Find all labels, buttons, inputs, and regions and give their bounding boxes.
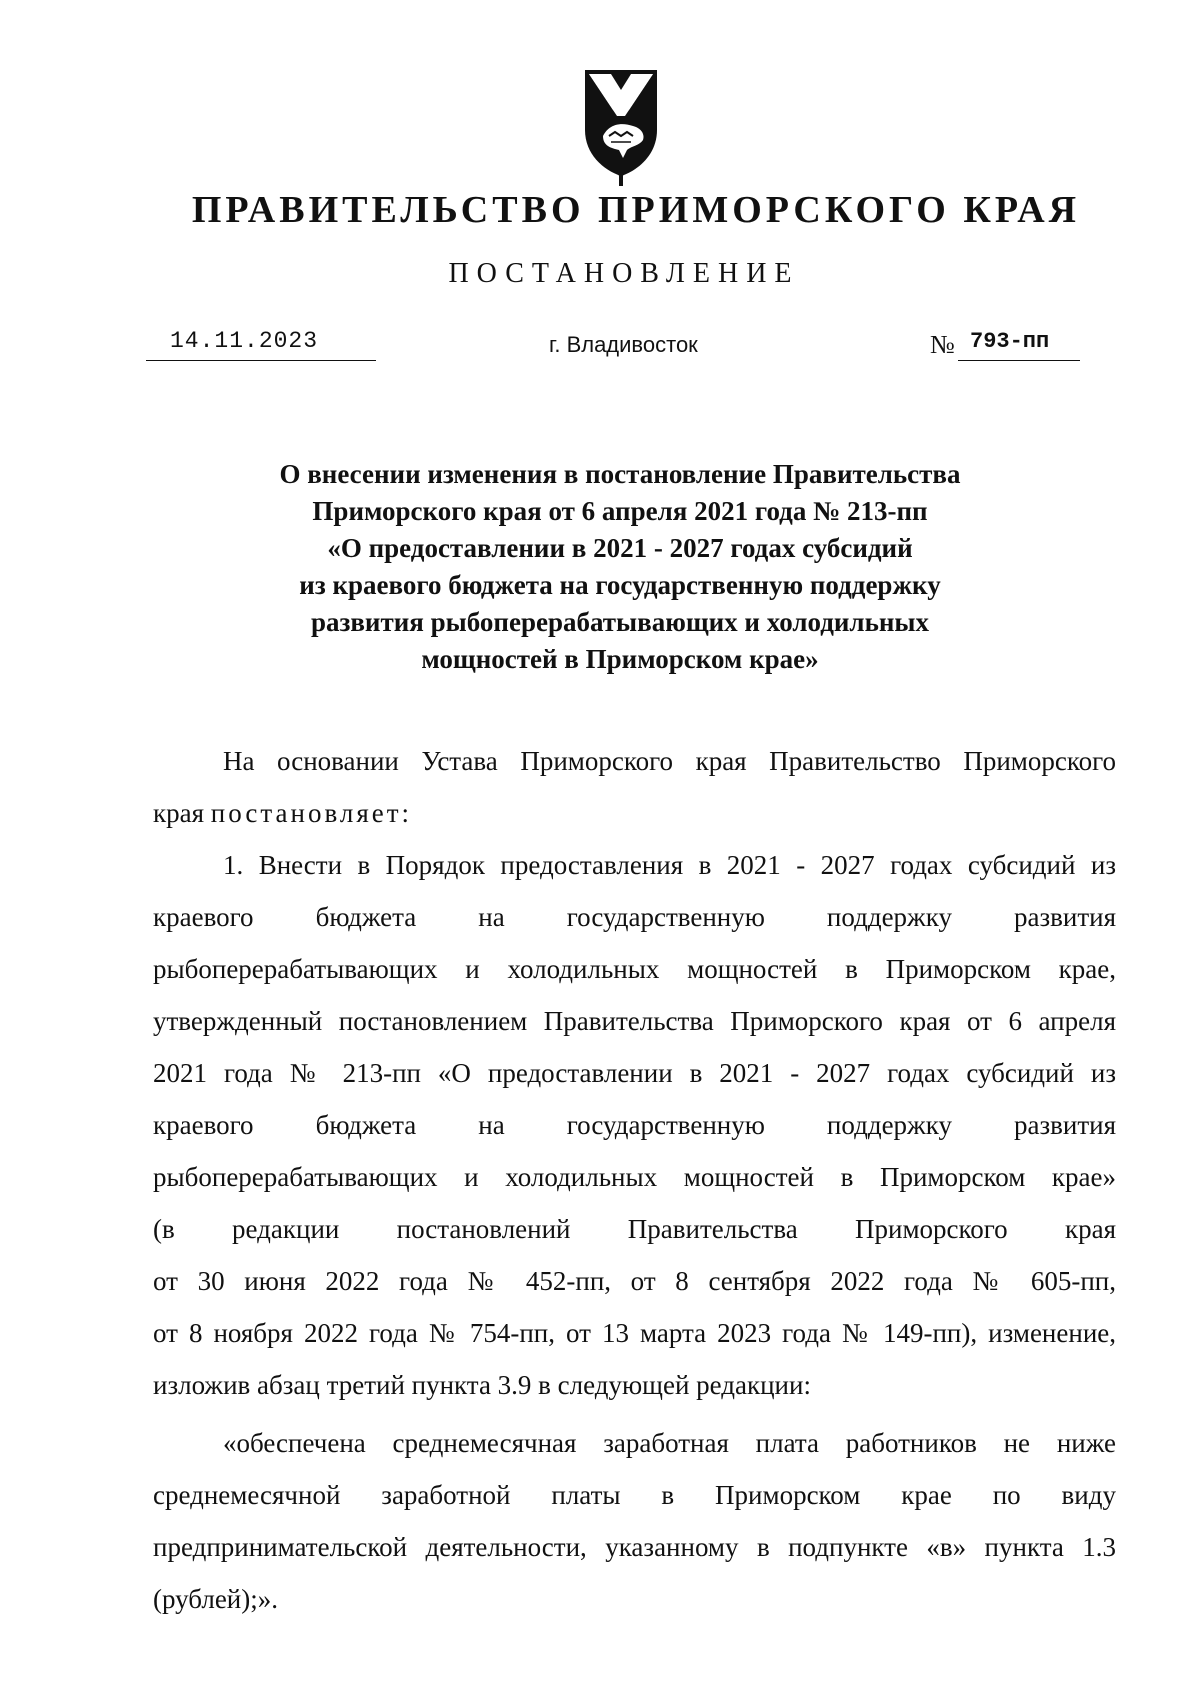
paragraph-line: от 30 июня 2022 года № 452-пп, от 8 сентября 2022 года № 605-пп, <box>153 1266 1116 1296</box>
paragraph-line: краевого бюджета на государственную поддержку развития <box>153 1110 1116 1140</box>
subject-line: развития рыбоперерабатывающих и холодильных <box>310 607 929 637</box>
document-body <box>153 735 1116 1625</box>
decree-verb: постановляет: <box>210 798 413 828</box>
document-number: 793-пп <box>970 329 1050 354</box>
paragraph-line: утвержденный постановлением Правительства Приморского края от 6 апреля <box>153 1006 1116 1036</box>
paragraph-line: 2021 года № 213-пп «О предоставлении в 2021 - 2027 годах субсидий из <box>153 1058 1116 1088</box>
paragraph-line <box>153 787 1116 839</box>
subject-line: О внесении изменения в постановление Правительства <box>279 459 961 489</box>
number-field <box>958 328 1080 361</box>
coat-of-arms-emblem <box>581 66 661 186</box>
paragraph-line: рыбоперерабатывающих и холодильных мощностей в Приморском крае» <box>153 1162 1116 1192</box>
paragraph-line: (в редакции постановлений Правительства Приморского края <box>153 1214 1116 1244</box>
paragraph-line: предпринимательской деятельности, указанному в подпункте «в» пункта 1.3 <box>153 1532 1116 1562</box>
document-meta-row <box>0 328 1200 368</box>
paragraph-line: рыбоперерабатывающих и холодильных мощностей в Приморском крае, <box>153 954 1116 984</box>
date-field <box>146 328 376 361</box>
document-subject <box>200 456 1040 678</box>
paragraph-line: среднемесячной заработной платы в Приморском крае по виду <box>153 1480 1116 1510</box>
document-city: г. Владивосток <box>549 332 698 357</box>
number-sign: № <box>930 330 955 359</box>
paragraph-line: На основании Устава Приморского края Правительство Приморского <box>223 746 1116 776</box>
document-type: ПОСТАНОВЛЕНИЕ <box>448 258 800 289</box>
paragraph-line: (рублей);». <box>153 1584 278 1614</box>
paragraph-line: «обеспечена среднемесячная заработная плата работников не ниже <box>223 1428 1116 1458</box>
document-date: 14.11.2023 <box>170 328 319 354</box>
government-title: ПРАВИТЕЛЬСТВО ПРИМОРСКОГО КРАЯ <box>191 189 1081 231</box>
paragraph-line: изложив абзац третий пункта 3.9 в следующей редакции: <box>153 1370 811 1400</box>
subject-line: из краевого бюджета на государственную поддержку <box>299 570 941 600</box>
paragraph-line: краевого бюджета на государственную поддержку развития <box>153 902 1116 932</box>
subject-line: Приморского края от 6 апреля 2021 года № 213-пп <box>312 496 928 526</box>
subject-line: мощностей в Приморском крае» <box>421 644 819 674</box>
paragraph-line: 1. Внести в Порядок предоставления в 2021 - 2027 годах субсидий из <box>223 850 1116 880</box>
paragraph-line: от 8 ноября 2022 года № 754-пп, от 13 марта 2023 года № 149-пп), изменение, <box>153 1318 1116 1348</box>
subject-line: «О предоставлении в 2021 - 2027 годах субсидий <box>327 533 913 563</box>
text-fragment: края <box>153 798 205 828</box>
